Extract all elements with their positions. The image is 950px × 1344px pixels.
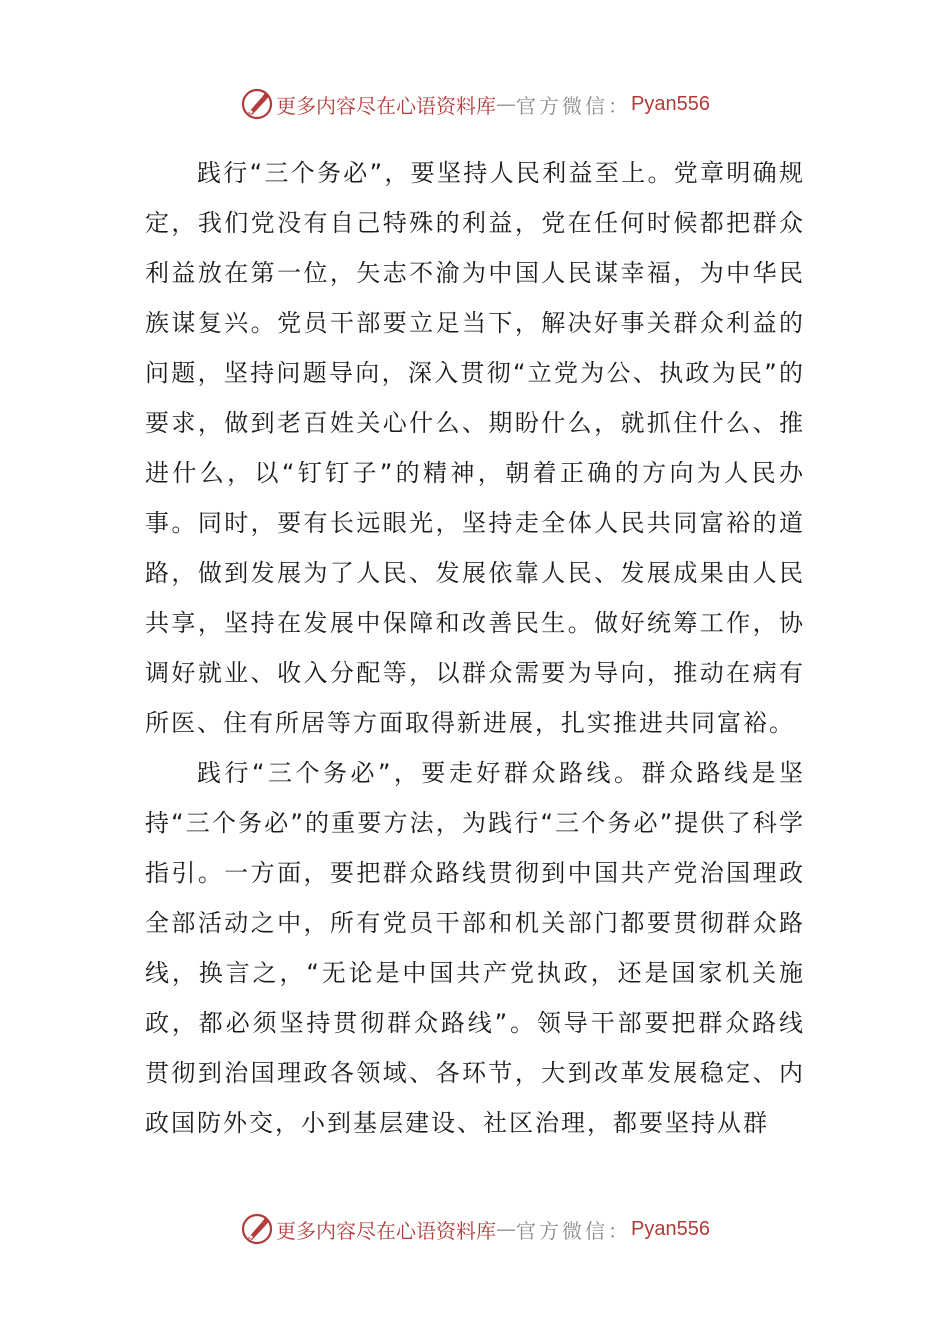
banner-wechat-label: 官方微信：: [516, 93, 632, 118]
header-watermark-banner: [0, 84, 950, 124]
banner-wechat-id: Pyan556: [631, 1217, 710, 1240]
banner-dash: —: [496, 92, 517, 116]
pen-nib-seal-icon: [240, 87, 274, 121]
banner-wechat-id: Pyan556: [631, 92, 710, 115]
document-body: [145, 148, 805, 1148]
banner-text: 更多内容尽在心语资料库: [276, 93, 497, 118]
banner-text: 更多内容尽在心语资料库: [276, 1218, 497, 1243]
pen-nib-seal-icon: [240, 1212, 274, 1246]
paragraph-1: 践行“三个务必”，要坚持人民利益至上。党章明确规定，我们党没有自己特殊的利益，党在任何时候都把群众利益放在第一位，矢志不渝为中国人民谋幸福，为中华民族谋复兴。党员干部要立足当下，解决好事关群众利益的问题，坚持问题导向，深入贯彻“立党为公、执政为民”的要求，做到老百姓关心什么、期盼什么，就抓住什么、推进什么，以“钉钉子”的精神，朝着正确的方向为人民办事。同时，要有长远眼光，坚持走全体人民共同富裕的道路，做到发展为了人民、发展依靠人民、发展成果由人民共享，坚持在发展中保障和改善民生。做好统筹工作，协调好就业、收入分配等，以群众需要为导向，推动在病有所医、住有所居等方面取得新进展，扎实推进共同富裕。: [145, 159, 805, 737]
paragraph-2: 践行“三个务必”，要走好群众路线。群众路线是坚持“三个务必”的重要方法，为践行“三个务必”提供了科学指引。一方面，要把群众路线贯彻到中国共产党治国理政全部活动之中，所有党员干部和机关部门都要贯彻群众路线，换言之，“无论是中国共产党执政，还是国家机关施政，都必须坚持贯彻群众路线”。领导干部要把群众路线贯彻到治国理政各领域、各环节，大到改革发展稳定、内政国防外交，小到基层建设、社区治理，都要坚持从群: [145, 759, 805, 1137]
footer-watermark-banner: [0, 1209, 950, 1249]
banner-dash: —: [496, 1217, 517, 1241]
banner-wechat-label: 官方微信：: [516, 1218, 632, 1243]
